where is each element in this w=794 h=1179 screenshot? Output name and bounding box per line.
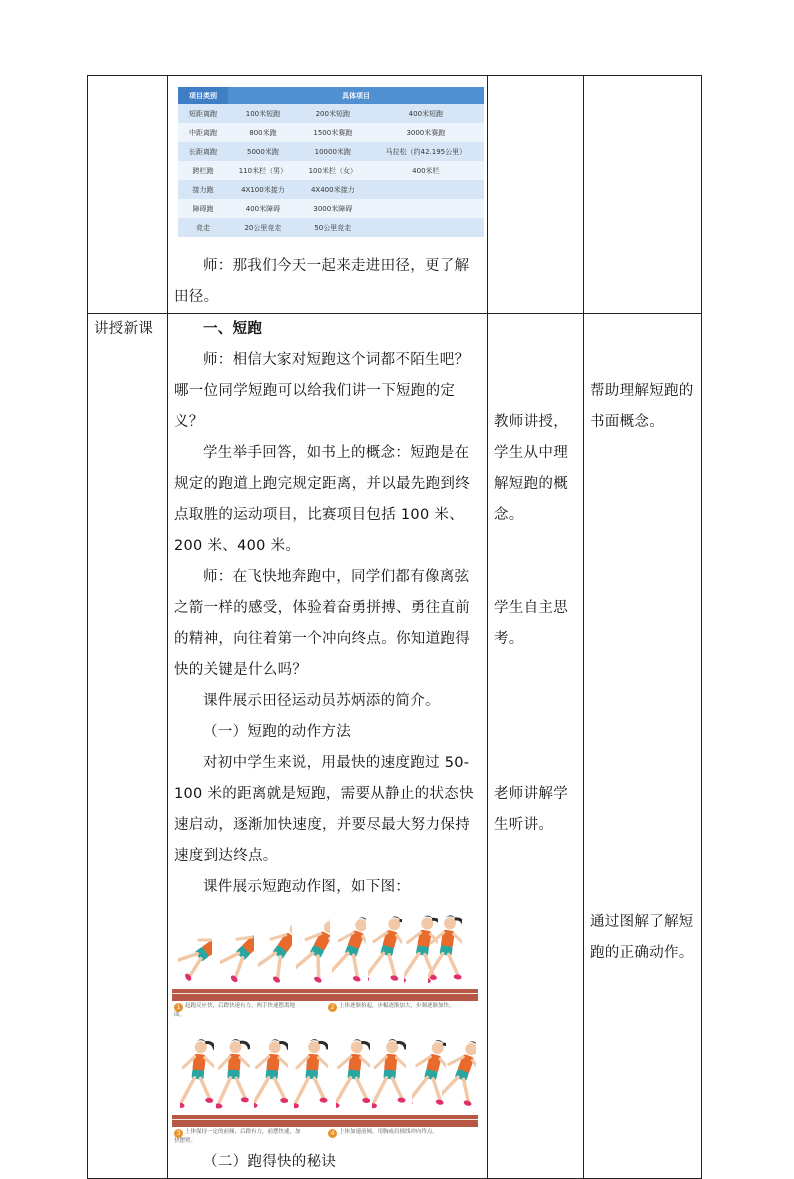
event-cell: 50公里竞走	[298, 218, 368, 237]
runner-figure	[178, 909, 208, 991]
runner-figure	[294, 1033, 324, 1115]
event-category-table	[178, 87, 484, 237]
purpose-text: 帮助理解短跑的书面概念。	[584, 376, 701, 438]
figure-captions-bottom	[172, 1129, 478, 1151]
activity-cell	[488, 314, 584, 1179]
event-cell: 3000米赛跑	[368, 123, 484, 142]
sprint-figure	[168, 907, 487, 1145]
caption-3: 3 上体保持一定的前倾，后蹬有力，前摆快速，加快摆臂。	[174, 1129, 304, 1145]
category-cell: 障碍跑	[178, 199, 228, 218]
event-cell: 1500米赛跑	[298, 123, 368, 142]
content-cell	[168, 314, 488, 1179]
event-table-row	[178, 161, 484, 180]
event-cell: 10000米跑	[298, 142, 368, 161]
runner-figure	[332, 909, 362, 991]
category-cell: 中距离跑	[178, 123, 228, 142]
header-cell: 具体项目	[228, 87, 484, 104]
figure-captions-top	[172, 1003, 478, 1025]
event-cell	[368, 218, 484, 237]
event-table-row	[178, 218, 484, 237]
category-cell: 长距离跑	[178, 142, 228, 161]
lesson-plan-table	[87, 75, 702, 1179]
runner-figure	[258, 909, 288, 991]
event-table-row	[178, 123, 484, 142]
event-table-row	[178, 104, 484, 123]
paragraph: 课件展示短跑动作图，如下图：	[168, 872, 487, 903]
event-cell: 4X400米接力	[298, 180, 368, 199]
content-cell	[168, 76, 488, 314]
runner-figure	[180, 1033, 210, 1115]
caption-1: 1 起跑反应快，后蹬快速有力，两手快速摆离地面。	[174, 1003, 304, 1019]
runner-figure	[254, 1033, 284, 1115]
event-table-row	[178, 180, 484, 199]
runner-figure	[220, 909, 250, 991]
paragraph: 学生举手回答，如书上的概念：短跑是在规定的跑道上跑完规定距离，并以最先跑到终点取胜的运动项目，比赛项目包括 100 米、200 米、400 米。	[168, 438, 487, 562]
subheading: （一）短跑的动作方法	[168, 717, 487, 748]
section-cell	[88, 314, 168, 1179]
runner-figure	[412, 1033, 442, 1115]
track-line	[172, 1119, 478, 1120]
event-cell: 3000米障碍	[298, 199, 368, 218]
sprint-figure-top	[172, 907, 478, 1019]
paragraph: 师：相信大家对短跑这个词都不陌生吧？哪一位同学短跑可以给我们讲一下短跑的定义？	[168, 345, 487, 438]
purpose-cell	[584, 314, 702, 1179]
table-row	[88, 314, 702, 1179]
event-cell: 20公里竞走	[228, 218, 298, 237]
event-cell: 400米栏	[368, 161, 484, 180]
event-cell: 200米短跑	[298, 104, 368, 123]
activity-text: 老师讲解学生听讲。	[488, 779, 583, 841]
category-cell: 竞走	[178, 218, 228, 237]
paragraph: 对初中学生来说，用最快的速度跑过 50-100 米的距离就是短跑，需要从静止的状态快速启动，逐渐加快速度，并要尽最大努力保持速度到达终点。	[168, 748, 487, 872]
runner-figure	[372, 1033, 402, 1115]
event-cell: 4X100米接力	[228, 180, 298, 199]
activity-text: 教师讲授，学生从中理解短跑的概念。	[488, 407, 583, 531]
track-line	[172, 993, 478, 994]
category-cell: 短距离跑	[178, 104, 228, 123]
table-row	[88, 76, 702, 314]
runner-figure	[336, 1033, 366, 1115]
runner-figure	[216, 1033, 246, 1115]
category-cell: 接力跑	[178, 180, 228, 199]
runner-figure	[442, 1033, 472, 1115]
runner-figure	[428, 909, 458, 991]
event-table-row	[178, 199, 484, 218]
subheading: （二）跑得快的秘诀	[168, 1147, 487, 1178]
header-cell: 项目类别	[178, 87, 228, 104]
event-cell: 100米栏（女）	[298, 161, 368, 180]
event-cell: 400米障碍	[228, 199, 298, 218]
event-cell: 800米跑	[228, 123, 298, 142]
event-cell: 马拉松（约42.195公里）	[368, 142, 484, 161]
sprint-figure-bottom	[172, 1031, 478, 1145]
event-cell	[368, 199, 484, 218]
activity-cell	[488, 76, 584, 314]
purpose-cell	[584, 76, 702, 314]
caption-2: 2 上体逐渐抬起，步幅逐渐加大，步频逐渐加快。	[328, 1003, 468, 1012]
event-table-row	[178, 142, 484, 161]
teacher-line: 师：那我们今天一起来走进田径，更了解田径。	[168, 251, 487, 313]
event-cell: 100米短跑	[228, 104, 298, 123]
category-cell: 跨栏跑	[178, 161, 228, 180]
runner-figure	[296, 909, 326, 991]
paragraph: 课件展示田径运动员苏炳添的简介。	[168, 686, 487, 717]
event-cell: 5000米跑	[228, 142, 298, 161]
section-cell	[88, 76, 168, 314]
heading-sprint: 一、短跑	[168, 314, 487, 345]
section-label: 讲授新课	[88, 314, 167, 345]
paragraph: 师：在飞快地奔跑中，同学们都有像离弦之箭一样的感受，体验着奋勇拼搏、勇往直前的精神，向往着第一个冲向终点。你知道跑得快的关键是什么吗？	[168, 562, 487, 686]
event-cell	[368, 180, 484, 199]
event-cell: 400米短跑	[368, 104, 484, 123]
event-table-header	[178, 87, 484, 104]
purpose-text: 通过图解了解短跑的正确动作。	[584, 907, 701, 969]
activity-text: 学生自主思考。	[488, 593, 583, 655]
runner-figure	[368, 909, 398, 991]
event-cell: 110米栏（男）	[228, 161, 298, 180]
caption-4: 4 上体加速前倾，用胸或肩撞线冲向终点。	[328, 1129, 468, 1138]
